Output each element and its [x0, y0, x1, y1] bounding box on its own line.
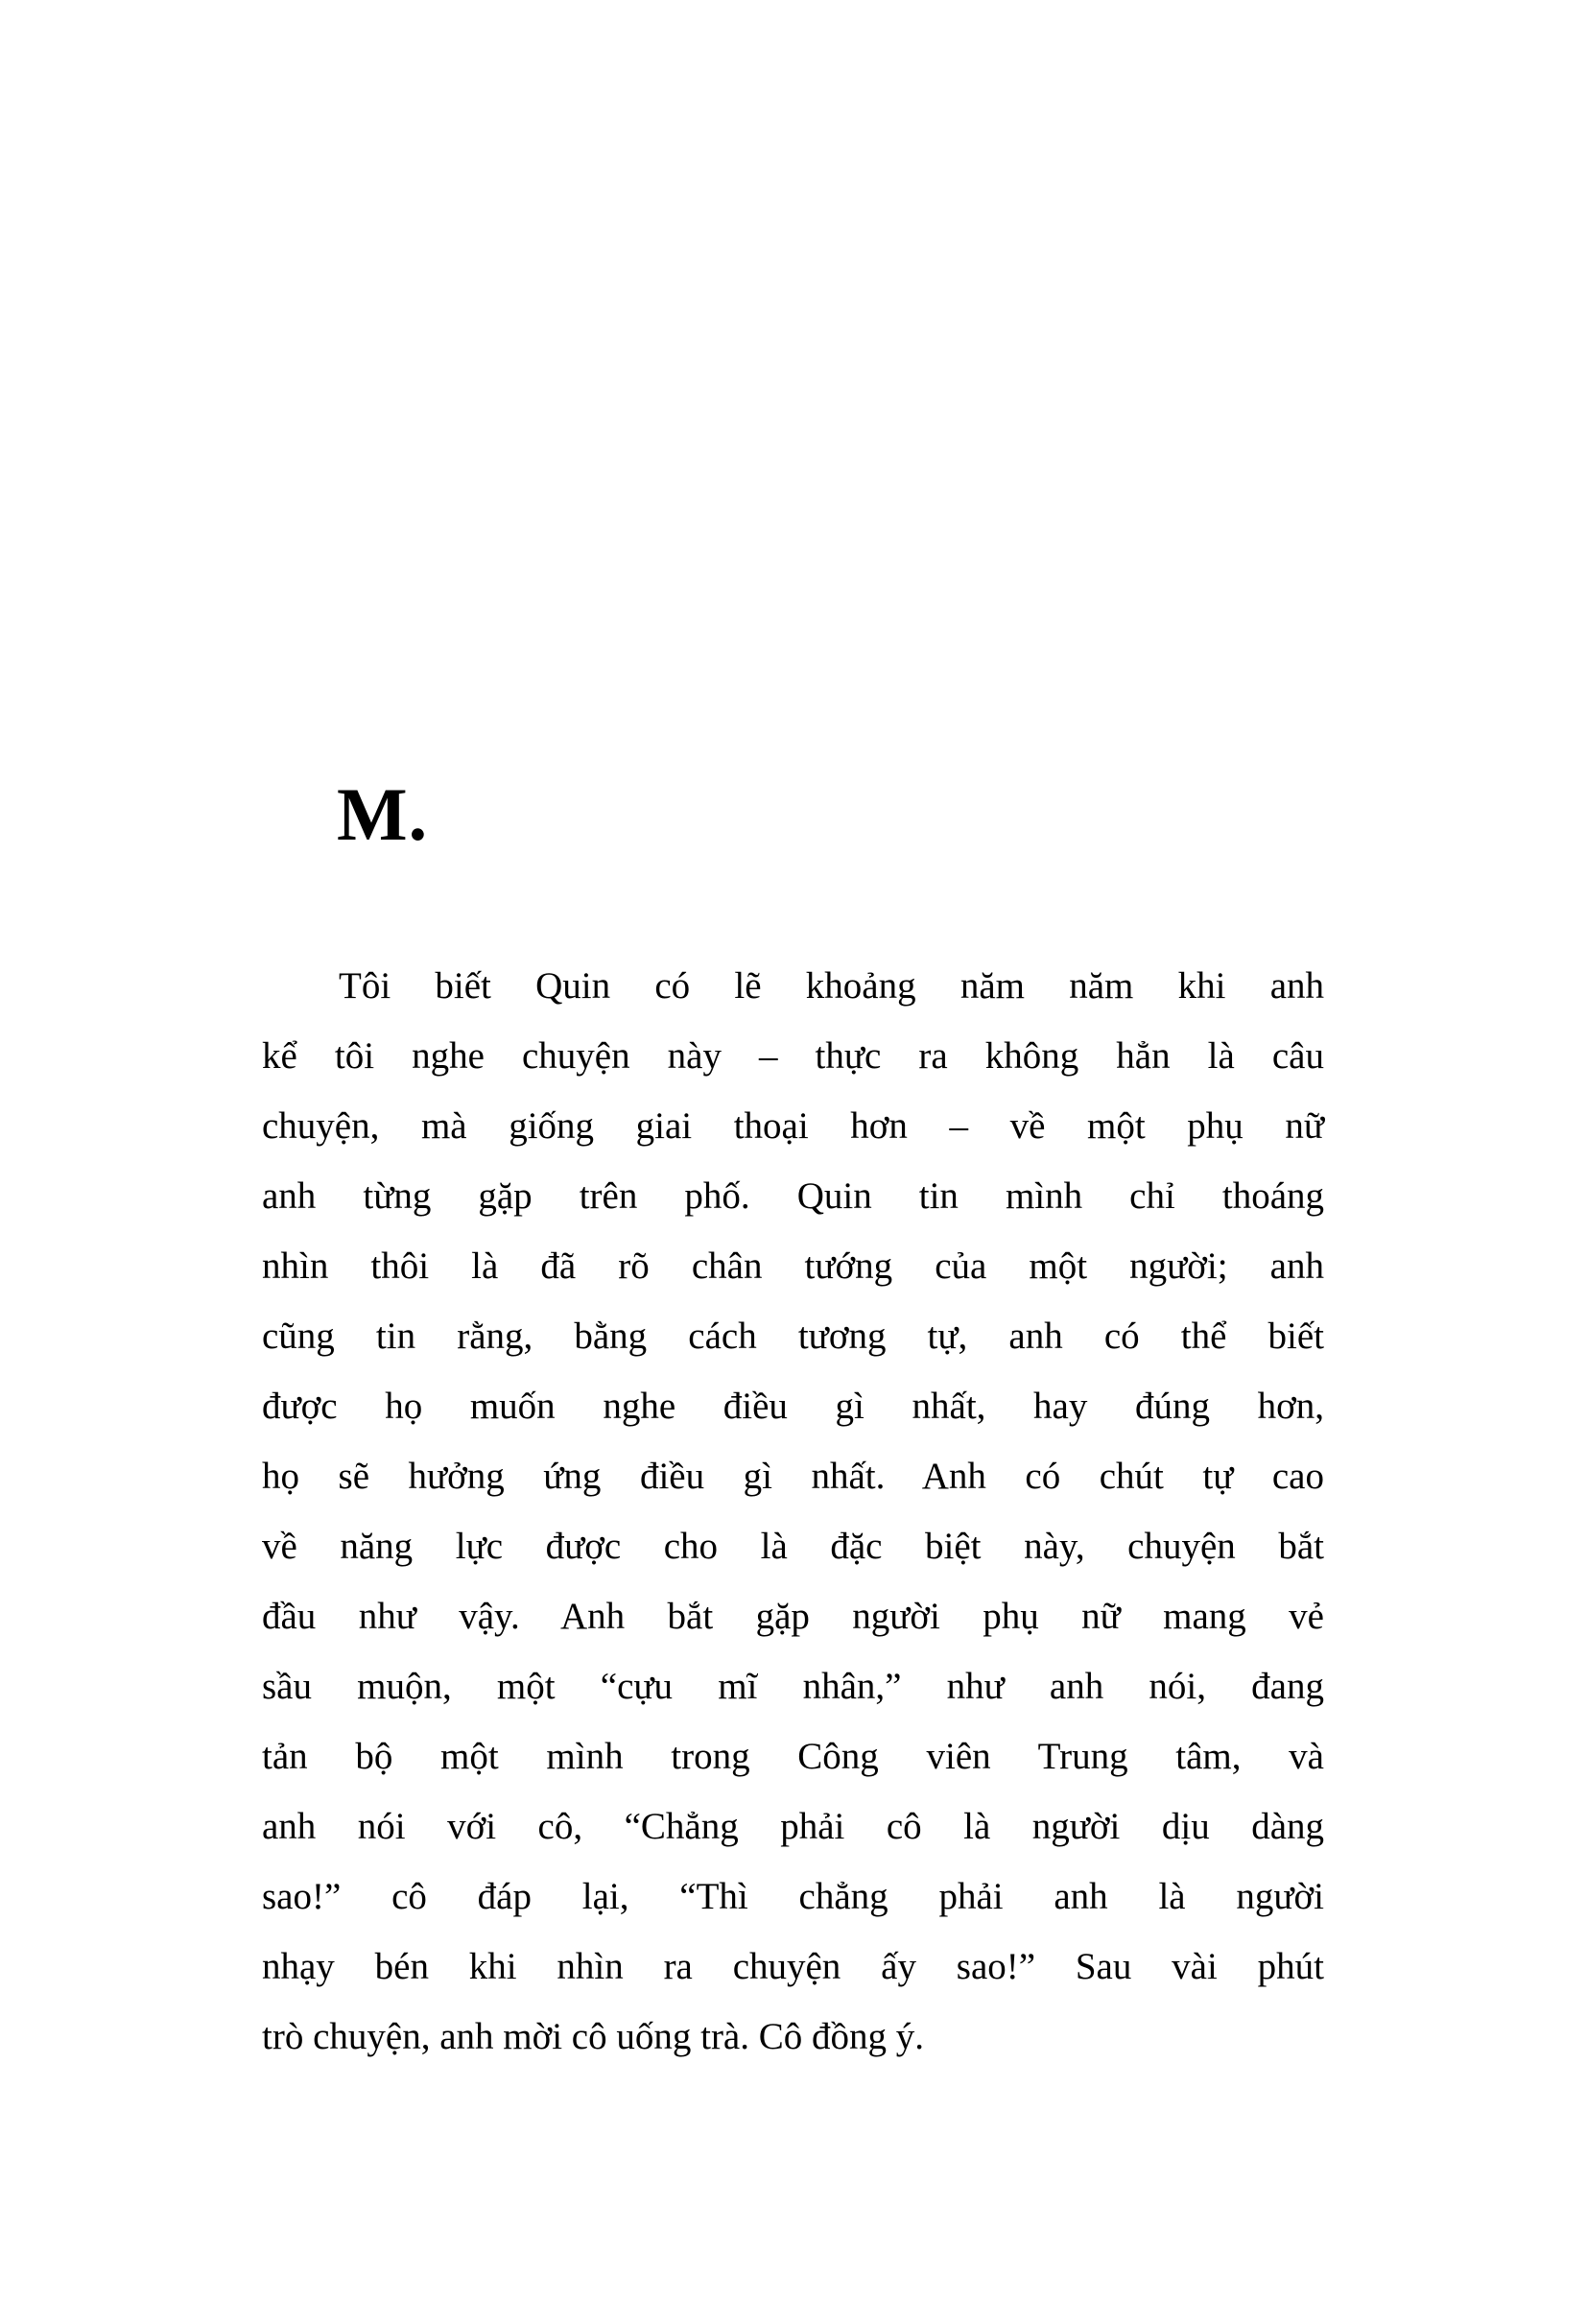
text-line: Tôi biết Quin có lẽ khoảng năm năm khi anh	[339, 965, 1324, 1007]
paragraph-lines	[262, 951, 1324, 2072]
paragraph	[262, 951, 1324, 2072]
text-line: kể tôi nghe chuyện này – thực ra không hẳn là câu	[262, 1035, 1324, 1077]
text-line: sao!” cô đáp lại, “Thì chẳng phải anh là người	[262, 1876, 1324, 1917]
text-line: về năng lực được cho là đặc biệt này, chuyện bắt	[262, 1526, 1324, 1567]
text-line: sầu muộn, một “cựu mĩ nhân,” như anh nói, đang	[262, 1666, 1324, 1707]
text-line: chuyện, mà giống giai thoại hơn – về một phụ nữ	[262, 1105, 1324, 1147]
text-line: tản bộ một mình trong Công viên Trung tâm, và	[262, 1736, 1324, 1777]
text-line: nhìn thôi là đã rõ chân tướng của một người; anh	[262, 1245, 1324, 1287]
chapter-heading: M.	[337, 772, 429, 856]
text-line: cũng tin rằng, bằng cách tương tự, anh có thể biết	[262, 1316, 1324, 1357]
text-line: được họ muốn nghe điều gì nhất, hay đúng hơn,	[262, 1386, 1324, 1427]
text-line: trò chuyện, anh mời cô uống trà. Cô đồng ý.	[262, 2016, 925, 2057]
text-line: anh nói với cô, “Chẳng phải cô là người dịu dàng	[262, 1806, 1324, 1847]
text-line: đầu như vậy. Anh bắt gặp người phụ nữ mang vẻ	[262, 1596, 1324, 1637]
text-line: nhạy bén khi nhìn ra chuyện ấy sao!” Sau vài phút	[262, 1946, 1324, 1987]
text-line: họ sẽ hưởng ứng điều gì nhất. Anh có chút tự cao	[262, 1456, 1324, 1497]
text-line: anh từng gặp trên phố. Quin tin mình chỉ thoáng	[262, 1175, 1324, 1217]
